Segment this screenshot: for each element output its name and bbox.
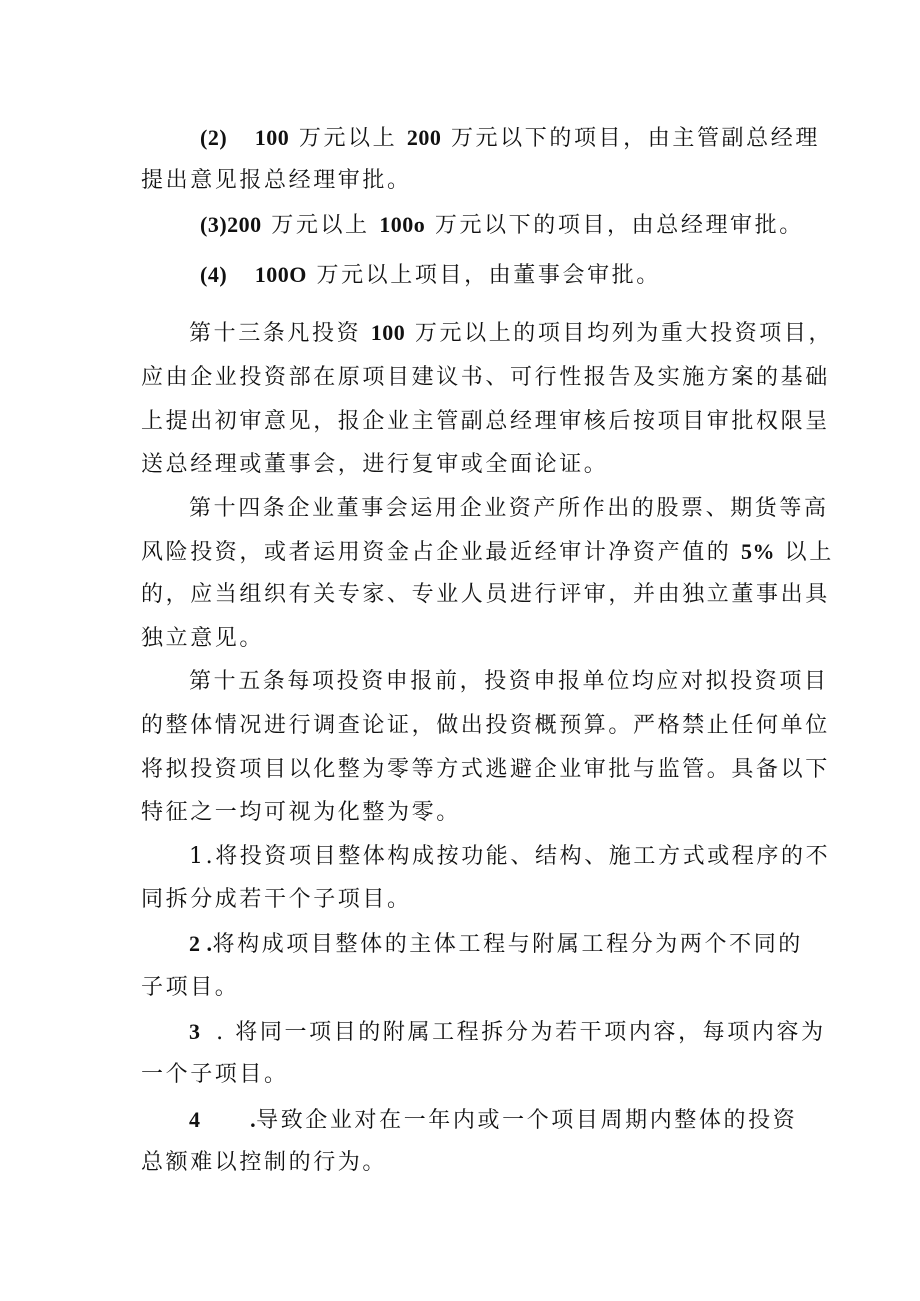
- item-2-line-1: (2) 100 万元以上 200 万元以下的项目，由主管副总经理: [200, 125, 820, 151]
- article-15-line-1: 第十五条每项投资申报前，投资申报单位均应对拟投资项目: [189, 669, 829, 694]
- list-item-4-line-2: 总额难以控制的行为。: [141, 1150, 388, 1175]
- article-13-line-1: 第十三条凡投资 100 万元以上的项目均列为重大投资项目，: [189, 320, 834, 346]
- article-15-line-3: 将拟投资项目以化整为零等方式逃避企业审批与监管。具备以下: [141, 757, 830, 782]
- item-3-line: (3)200 万元以上 100o 万元以下的项目，由总经理审批。: [200, 212, 804, 238]
- list-item-2-line-1: 2 .将构成项目整体的主体工程与附属工程分为两个不同的: [189, 931, 803, 957]
- list-item-1-line-2: 同拆分成若干个子项目。: [141, 887, 412, 912]
- list-item-1-line-1: 1.将投资项目整体构成按功能、结构、施工方式或程序的不: [189, 844, 831, 869]
- article-13-line-2: 应由企业投资部在原项目建议书、可行性报告及实施方案的基础: [141, 365, 830, 390]
- article-13-line-3: 上提出初审意见，报企业主管副总经理审核后按项目审批权限呈: [141, 409, 830, 434]
- item-2-line-2: 提出意见报总经理审批。: [141, 168, 412, 193]
- list-item-2-line-2: 子项目。: [141, 975, 240, 1000]
- article-13-line-4: 送总经理或董事会，进行复审或全面论证。: [141, 452, 609, 477]
- article-15-line-2: 的整体情况进行调查论证，做出投资概预算。严格禁止任何单位: [141, 713, 830, 738]
- article-14-line-1: 第十四条企业董事会运用企业资产所作出的股票、期货等高: [189, 496, 829, 521]
- list-item-3-line-2: 一个子项目。: [141, 1062, 289, 1087]
- item-4-line: (4) 100O 万元以上项目，由董事会审批。: [200, 262, 661, 288]
- article-14-line-2: 风险投资，或者运用资金占企业最近经审计净资产值的 5% 以上: [141, 539, 834, 565]
- list-item-3-line-1: 3 . 将同一项目的附属工程拆分为若干项内容，每项内容为: [189, 1019, 826, 1045]
- article-14-line-4: 独立意见。: [141, 626, 265, 651]
- article-14-line-3: 的，应当组织有关专家、专业人员进行评审，并由独立董事出具: [141, 582, 830, 607]
- article-15-line-4: 特征之一均可视为化整为零。: [141, 800, 461, 825]
- list-item-4-line-1: 4 .导致企业对在一年内或一个项目周期内整体的投资: [189, 1107, 798, 1133]
